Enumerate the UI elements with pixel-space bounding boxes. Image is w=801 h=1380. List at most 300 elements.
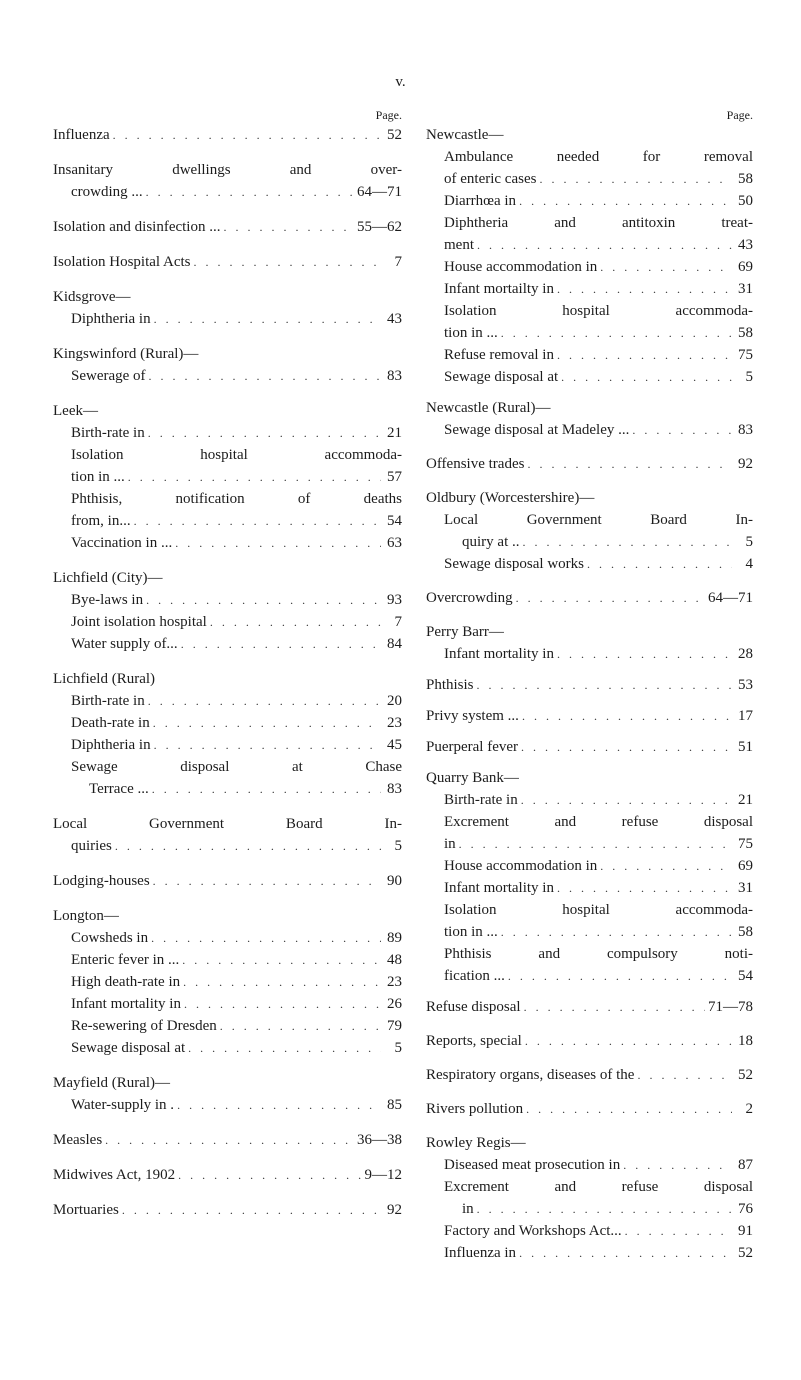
entry-text: Offensive trades xyxy=(426,456,525,472)
entry-text: Cowsheds in xyxy=(71,930,149,946)
page-ref: 21 xyxy=(387,425,402,441)
page-ref: 55—62 xyxy=(357,219,402,235)
entry-text: Re-sewering of Dresden xyxy=(71,1018,217,1034)
dot-leader xyxy=(113,124,381,146)
dot-leader xyxy=(210,611,381,633)
page-ref: 76 xyxy=(738,1201,753,1217)
dot-leader xyxy=(477,674,732,696)
dot-leader xyxy=(600,256,732,278)
index-entry xyxy=(426,1098,753,1120)
page-ref: 23 xyxy=(387,974,402,990)
entry-text: House accommodation in xyxy=(444,858,598,874)
dot-leader xyxy=(522,705,732,727)
entry-text: Rivers pollution xyxy=(426,1101,524,1117)
index-line xyxy=(426,453,753,475)
entry-text: Birth-rate in xyxy=(71,693,145,709)
entry-text: in xyxy=(462,1201,474,1217)
dot-leader xyxy=(154,308,381,330)
index-line xyxy=(426,1154,753,1176)
index-heading: Kingswinford (Rural)— xyxy=(53,346,199,362)
entry-text: Refuse removal in xyxy=(444,347,554,363)
entry-text: Diarrhœa in xyxy=(444,193,517,209)
page-ref: 45 xyxy=(387,737,402,753)
entry-text: Death-rate in xyxy=(71,715,150,731)
index-line xyxy=(53,1037,402,1059)
dot-leader xyxy=(519,1242,732,1264)
index-line xyxy=(53,1015,402,1037)
dot-leader xyxy=(153,712,381,734)
dot-leader xyxy=(152,778,381,800)
index-line xyxy=(53,124,402,146)
entry-text: Diphtheria in xyxy=(71,311,151,327)
dot-leader xyxy=(194,251,382,273)
index-entry xyxy=(53,1199,402,1221)
page-ref: 90 xyxy=(387,873,402,889)
entry-text: Midwives Act, 1902 xyxy=(53,1167,176,1183)
index-entry xyxy=(53,870,402,892)
index-heading: Mayfield (Rural)— xyxy=(53,1075,171,1091)
index-line xyxy=(426,344,753,366)
dot-leader xyxy=(175,532,381,554)
page-ref: 75 xyxy=(738,347,753,363)
page-ref: 91 xyxy=(738,1223,753,1239)
page-ref: 54 xyxy=(738,968,753,984)
index-line xyxy=(426,965,753,987)
page-ref: 83 xyxy=(387,368,402,384)
page-ref: 43 xyxy=(738,237,753,253)
entry-text: Isolation Hospital Acts xyxy=(53,254,191,270)
dot-leader xyxy=(115,835,381,857)
index-heading: Leek— xyxy=(53,403,98,419)
index-line xyxy=(426,921,753,943)
page-column-header: Page. xyxy=(375,108,402,122)
entry-text: crowding ... xyxy=(71,184,143,200)
page-ref: 2 xyxy=(745,1101,753,1117)
dot-leader xyxy=(134,510,381,532)
dot-leader xyxy=(154,734,381,756)
index-line xyxy=(53,611,402,633)
index-line: Local Government Board In- xyxy=(53,816,402,832)
dot-leader xyxy=(557,877,732,899)
dot-leader xyxy=(521,789,732,811)
index-line xyxy=(426,366,753,388)
dot-leader xyxy=(153,870,381,892)
index-line xyxy=(53,734,402,756)
index-line xyxy=(426,855,753,877)
index-line xyxy=(426,531,753,553)
page-ref: 52 xyxy=(387,127,402,143)
page-ref: 7 xyxy=(394,614,402,630)
page-ref: 58 xyxy=(738,924,753,940)
entry-text: Birth-rate in xyxy=(71,425,145,441)
page-ref: 89 xyxy=(387,930,402,946)
page-ref: 84 xyxy=(387,636,402,652)
index-line xyxy=(426,553,753,575)
entry-text: Infant mortality in xyxy=(71,996,181,1012)
dot-leader xyxy=(561,366,732,388)
index-entry xyxy=(53,1129,402,1151)
page-ref: 43 xyxy=(387,311,402,327)
page-ref: 5 xyxy=(745,534,753,550)
entry-text: from, in... xyxy=(71,513,131,529)
index-group xyxy=(53,567,402,655)
index-entry xyxy=(53,159,402,203)
page-ref: 83 xyxy=(738,422,753,438)
index-line xyxy=(53,870,402,892)
entry-text: Mortuaries xyxy=(53,1202,119,1218)
index-line: Phthisis and compulsory noti- xyxy=(444,946,753,962)
index-line xyxy=(53,532,402,554)
dot-leader xyxy=(508,965,732,987)
page-ref: 87 xyxy=(738,1157,753,1173)
index-line xyxy=(426,1030,753,1052)
index-line xyxy=(426,190,753,212)
entry-text: tion in ... xyxy=(444,924,498,940)
index-line xyxy=(426,1198,753,1220)
entry-text: Factory and Workshops Act... xyxy=(444,1223,622,1239)
index-heading: Kidsgrove— xyxy=(53,289,131,305)
dot-leader xyxy=(105,1129,354,1151)
index-line: Excrement and refuse disposal xyxy=(444,1179,753,1195)
index-line xyxy=(53,712,402,734)
page-ref: 85 xyxy=(387,1097,402,1113)
index-line xyxy=(426,419,753,441)
dot-leader xyxy=(519,190,732,212)
dot-leader xyxy=(501,921,732,943)
dot-leader xyxy=(501,322,732,344)
dot-leader xyxy=(223,216,354,238)
index-line xyxy=(426,833,753,855)
index-line xyxy=(53,466,402,488)
page-ref: 54 xyxy=(387,513,402,529)
dot-leader xyxy=(149,365,381,387)
index-heading: Longton— xyxy=(53,908,119,924)
entry-text: Water supply of... xyxy=(71,636,178,652)
index-group xyxy=(426,124,753,388)
entry-text: Infant mortality in xyxy=(444,646,554,662)
index-column-left xyxy=(53,108,402,1221)
dot-leader xyxy=(625,1220,732,1242)
index-line xyxy=(426,1220,753,1242)
entry-text: Infant mortailty in xyxy=(444,281,554,297)
entry-text: Phthisis xyxy=(426,677,474,693)
entry-text: Sewage disposal works xyxy=(444,556,584,572)
index-entry xyxy=(53,251,402,273)
page-ref: 52 xyxy=(738,1067,753,1083)
dot-leader xyxy=(539,168,732,190)
index-line: Local Government Board In- xyxy=(444,512,753,528)
index-entry xyxy=(426,1064,753,1086)
dot-leader xyxy=(182,949,381,971)
dot-leader xyxy=(623,1154,732,1176)
dot-leader xyxy=(146,589,381,611)
dot-leader xyxy=(637,1064,732,1086)
page-ref: 7 xyxy=(394,254,402,270)
index-line xyxy=(53,949,402,971)
entry-text: Refuse disposal xyxy=(426,999,521,1015)
page-ref: 93 xyxy=(387,592,402,608)
index-group xyxy=(53,1072,402,1116)
index-group xyxy=(53,668,402,800)
index-line: Insanitary dwellings and over- xyxy=(53,162,402,178)
page-ref: 75 xyxy=(738,836,753,852)
index-line xyxy=(53,251,402,273)
index-line xyxy=(53,993,402,1015)
dot-leader xyxy=(148,422,381,444)
index-entry xyxy=(426,587,753,609)
entry-text: Overcrowding xyxy=(426,590,513,606)
index-group xyxy=(53,905,402,1059)
index-line xyxy=(53,365,402,387)
index-heading: Quarry Bank— xyxy=(426,770,519,786)
page-ref: 31 xyxy=(738,281,753,297)
dot-leader xyxy=(526,1098,732,1120)
page-ref: 28 xyxy=(738,646,753,662)
page-ref: 4 xyxy=(745,556,753,572)
page-ref: 23 xyxy=(387,715,402,731)
entry-text: Sewerage of xyxy=(71,368,146,384)
index-line xyxy=(426,168,753,190)
entry-text: Influenza in xyxy=(444,1245,517,1261)
index-line xyxy=(53,1129,402,1151)
entry-text: Reports, special xyxy=(426,1033,522,1049)
index-line xyxy=(426,278,753,300)
dot-leader xyxy=(178,1164,361,1186)
entry-text: Puerperal fever xyxy=(426,739,519,755)
index-line xyxy=(53,216,402,238)
dot-leader xyxy=(477,1198,732,1220)
index-entry xyxy=(53,216,402,238)
page-ref: 69 xyxy=(738,259,753,275)
dot-leader xyxy=(188,1037,381,1059)
entry-text: Sewage disposal at xyxy=(71,1040,186,1056)
index-line xyxy=(426,996,753,1018)
page-ref: 92 xyxy=(387,1202,402,1218)
index-line xyxy=(53,690,402,712)
dot-leader xyxy=(516,587,705,609)
index-heading: Lichfield (Rural) xyxy=(53,671,156,687)
page-ref: 9—12 xyxy=(364,1167,402,1183)
dot-leader xyxy=(525,1030,732,1052)
page-ref: 26 xyxy=(387,996,402,1012)
index-heading: Newcastle— xyxy=(426,127,504,143)
page-number: v. xyxy=(395,74,406,90)
index-entry xyxy=(53,124,402,146)
page-ref: 58 xyxy=(738,171,753,187)
index-line: Isolation hospital accommoda- xyxy=(71,447,402,463)
page-ref: 18 xyxy=(738,1033,753,1049)
index-heading: Perry Barr— xyxy=(426,624,504,640)
dot-leader xyxy=(521,736,732,758)
index-line: Excrement and refuse disposal xyxy=(444,814,753,830)
index-line xyxy=(426,234,753,256)
index-line xyxy=(426,674,753,696)
dot-leader xyxy=(459,833,732,855)
dot-leader xyxy=(177,1094,381,1116)
entry-text: Lodging-houses xyxy=(53,873,150,889)
entry-text: Enteric fever in ... xyxy=(71,952,180,968)
index-entry xyxy=(426,674,753,696)
entry-text: Respiratory organs, diseases of the xyxy=(426,1067,635,1083)
page-ref: 92 xyxy=(738,456,753,472)
index-line xyxy=(426,789,753,811)
index-line xyxy=(53,1199,402,1221)
index-line xyxy=(53,181,402,203)
entry-text: Vaccination in ... xyxy=(71,535,173,551)
entry-text: Bye-laws in xyxy=(71,592,144,608)
index-line xyxy=(53,589,402,611)
index-line: Isolation hospital accommoda- xyxy=(444,303,753,319)
index-line xyxy=(53,308,402,330)
page-ref: 36—38 xyxy=(357,1132,402,1148)
index-line xyxy=(53,510,402,532)
index-line: Phthisis, notification of deaths xyxy=(71,491,402,507)
dot-leader xyxy=(587,553,732,575)
dot-leader xyxy=(181,633,381,655)
index-line xyxy=(53,1164,402,1186)
index-entry xyxy=(426,996,753,1018)
page-ref: 57 xyxy=(387,469,402,485)
index-line xyxy=(53,1094,402,1116)
dot-leader xyxy=(557,344,732,366)
dot-leader xyxy=(523,531,733,553)
index-line xyxy=(426,1242,753,1264)
index-line xyxy=(53,927,402,949)
entry-text: Isolation and disinfection ... xyxy=(53,219,221,235)
entry-text: tion in ... xyxy=(71,469,125,485)
page-ref: 48 xyxy=(387,952,402,968)
index-line: Ambulance needed for removal xyxy=(444,149,753,165)
dot-leader xyxy=(600,855,732,877)
entry-text: fication ... xyxy=(444,968,505,984)
page-ref: 31 xyxy=(738,880,753,896)
index-line xyxy=(426,322,753,344)
dot-leader xyxy=(148,690,381,712)
index-line xyxy=(426,587,753,609)
index-column-right xyxy=(426,108,753,1264)
entry-text: Diphtheria in xyxy=(71,737,151,753)
index-line xyxy=(53,422,402,444)
index-group xyxy=(426,487,753,575)
index-entry xyxy=(53,813,402,857)
entry-text: Influenza xyxy=(53,127,110,143)
index-line: Sewage disposal at Chase xyxy=(71,759,402,775)
index-group xyxy=(426,767,753,987)
index-line xyxy=(53,633,402,655)
entry-text: of enteric cases xyxy=(444,171,537,187)
index-line xyxy=(426,643,753,665)
page-ref: 5 xyxy=(394,1040,402,1056)
index-line xyxy=(426,705,753,727)
entry-text: tion in ... xyxy=(444,325,498,341)
dot-leader xyxy=(477,234,732,256)
entry-text: Sewage disposal at Madeley ... xyxy=(444,422,630,438)
index-entry xyxy=(426,1030,753,1052)
entry-text: High death-rate in xyxy=(71,974,181,990)
index-group xyxy=(426,1132,753,1264)
entry-text: House accommodation in xyxy=(444,259,598,275)
index-line xyxy=(426,1098,753,1120)
page-ref: 21 xyxy=(738,792,753,808)
index-entry xyxy=(426,453,753,475)
dot-leader xyxy=(183,971,381,993)
page-ref: 5 xyxy=(394,838,402,854)
index-group xyxy=(426,397,753,441)
entry-text: Joint isolation hospital xyxy=(71,614,207,630)
page-ref: 64—71 xyxy=(708,590,753,606)
entry-text: Privy system ... xyxy=(426,708,519,724)
entry-text: quiry at .. xyxy=(462,534,520,550)
page-ref: 51 xyxy=(738,739,753,755)
index-line xyxy=(53,835,402,857)
index-line xyxy=(53,778,402,800)
index-group xyxy=(53,286,402,330)
page-ref: 79 xyxy=(387,1018,402,1034)
index-entry xyxy=(426,736,753,758)
index-line: Diphtheria and antitoxin treat- xyxy=(444,215,753,231)
page-column-header: Page. xyxy=(726,108,753,122)
entry-text: Water-supply in . xyxy=(71,1097,175,1113)
dot-leader xyxy=(184,993,381,1015)
page-ref: 71—78 xyxy=(708,999,753,1015)
page-ref: 53 xyxy=(738,677,753,693)
page-ref: 63 xyxy=(387,535,402,551)
entry-text: Diseased meat prosecution in xyxy=(444,1157,621,1173)
index-entry xyxy=(426,705,753,727)
index-heading: Newcastle (Rural)— xyxy=(426,400,551,416)
entry-text: in xyxy=(444,836,456,852)
page-ref: 83 xyxy=(387,781,402,797)
index-entry xyxy=(53,1164,402,1186)
dot-leader xyxy=(557,643,732,665)
page-ref: 52 xyxy=(738,1245,753,1261)
index-group xyxy=(426,621,753,665)
index-group xyxy=(53,400,402,554)
index-line xyxy=(426,256,753,278)
dot-leader xyxy=(557,278,732,300)
dot-leader xyxy=(220,1015,381,1037)
page-ref: 5 xyxy=(745,369,753,385)
dot-leader xyxy=(128,466,381,488)
entry-text: Terrace ... xyxy=(89,781,149,797)
dot-leader xyxy=(632,419,732,441)
index-line xyxy=(426,1064,753,1086)
page-ref: 58 xyxy=(738,325,753,341)
index-group xyxy=(53,343,402,387)
entry-text: ment xyxy=(444,237,474,253)
entry-text: Infant mortality in xyxy=(444,880,554,896)
index-line: Isolation hospital accommoda- xyxy=(444,902,753,918)
index-heading: Lichfield (City)— xyxy=(53,570,163,586)
index-line xyxy=(53,971,402,993)
entry-text: Birth-rate in xyxy=(444,792,518,808)
entry-text: Measles xyxy=(53,1132,103,1148)
dot-leader xyxy=(122,1199,381,1221)
index-line xyxy=(426,877,753,899)
dot-leader xyxy=(146,181,354,203)
page-ref: 17 xyxy=(738,708,753,724)
entry-text: Sewage disposal at xyxy=(444,369,559,385)
page-ref: 64—71 xyxy=(357,184,402,200)
index-line xyxy=(426,736,753,758)
page-ref: 20 xyxy=(387,693,402,709)
index-heading: Oldbury (Worcestershire)— xyxy=(426,490,595,506)
dot-leader xyxy=(524,996,705,1018)
page-ref: 50 xyxy=(738,193,753,209)
dot-leader xyxy=(151,927,381,949)
index-heading: Rowley Regis— xyxy=(426,1135,526,1151)
entry-text: quiries xyxy=(71,838,112,854)
